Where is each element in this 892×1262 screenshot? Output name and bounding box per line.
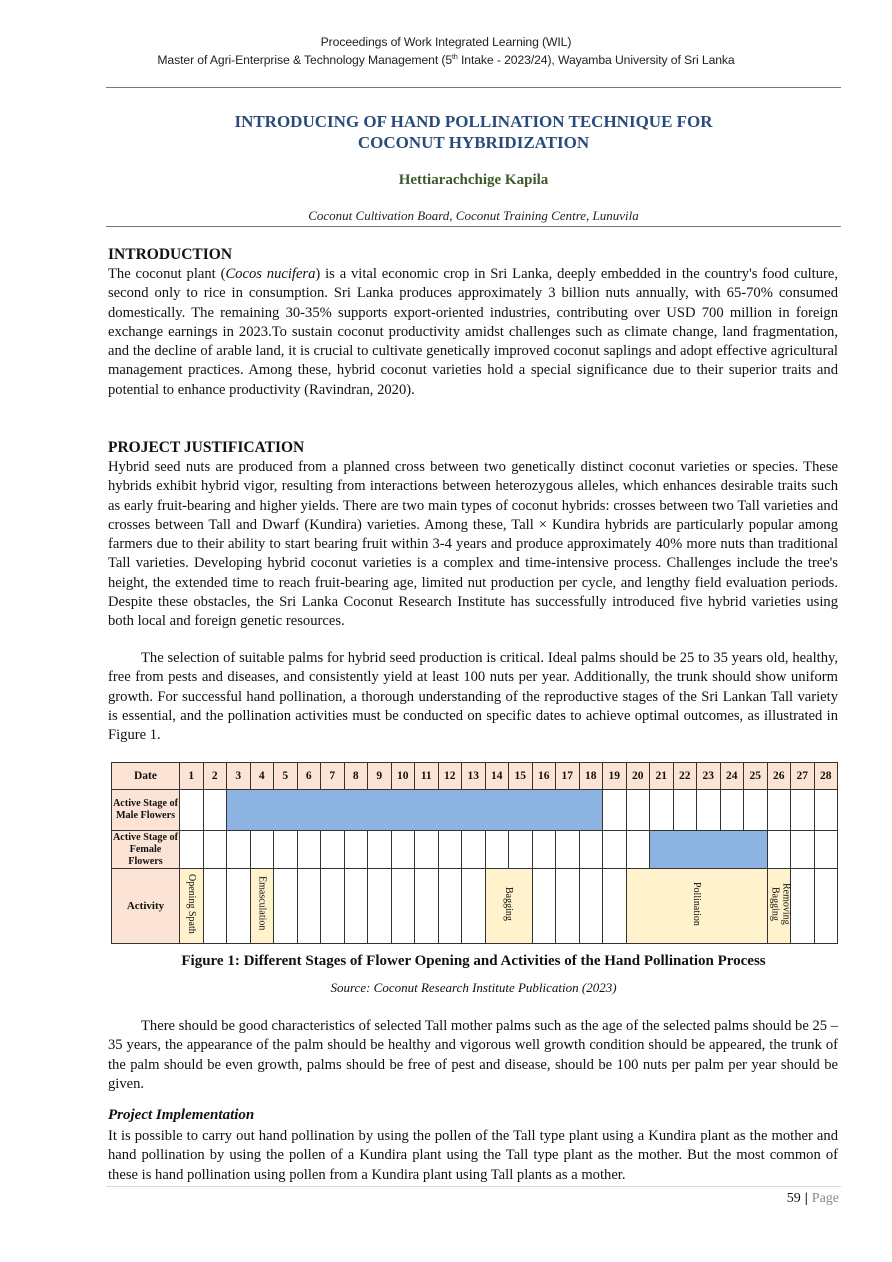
activity-label: Bagging [503,886,514,921]
empty-cell [767,790,791,831]
header-line2-suffix: Intake - 2023/24), Wayamba University of Sri Lanka [457,53,735,67]
intro-species-name: Cocos nucifera [225,266,316,282]
day-cell: 22 [673,763,697,790]
day-cell: 8 [344,763,368,790]
running-header-line2 [0,53,892,67]
day-cell: 18 [579,763,603,790]
introduction-heading: INTRODUCTION [108,246,233,263]
female-active-span [650,831,768,869]
empty-cell [438,831,462,869]
empty-cell [673,790,697,831]
empty-cell [603,831,627,869]
empty-cell [509,831,533,869]
empty-cell [368,869,392,944]
day-cell: 16 [532,763,556,790]
empty-cell [227,869,251,944]
date-header-label: Date [112,763,180,790]
empty-cell [180,831,204,869]
introduction-paragraph [108,265,838,400]
empty-cell [814,790,838,831]
activity-pollination [626,869,767,944]
empty-cell [791,790,815,831]
empty-cell [321,831,345,869]
day-cell: 24 [720,763,744,790]
empty-cell [274,869,298,944]
empty-cell [462,831,486,869]
header-line2-sup: th [452,53,458,61]
figure-source: Source: Coconut Research Institute Publication (2023) [330,980,617,995]
empty-cell [344,869,368,944]
empty-cell [250,831,274,869]
empty-cell [297,869,321,944]
empty-cell [532,869,556,944]
empty-cell [626,790,650,831]
empty-cell [767,831,791,869]
day-cell: 21 [650,763,674,790]
empty-cell [485,831,509,869]
intro-text-b: ) is a vital economic crop in Sri Lanka, deeply embedded in the country's food culture, second only to rice in consumption. Sri Lanka produces approximately 3 billion nuts annually, with 65-70% consumed domestically. The remaining 30-35% supports export-oriented industries, contributing over USD 700 million in foreign exchange earnings in 2023.To sustain coconut productivity amidst challenges such as climate change, land fragmentation, and the decline of arable land, it is crucial to cultivate genetically improved coconut saplings and adopt effective agricultural management practices. Among these, hybrid coconut varieties hold a special significance due to their superior traits and potential to enhance productivity (Ravindran, 2020). [108,266,839,398]
date-header-row [112,763,838,790]
day-cell: 26 [767,763,791,790]
title-line1: INTRODUCING OF HAND POLLINATION TECHNIQUE FOR [234,112,713,131]
empty-cell [697,790,721,831]
justification-heading: PROJECT JUSTIFICATION [108,439,305,456]
empty-cell [438,869,462,944]
day-cell: 2 [203,763,227,790]
empty-cell [344,831,368,869]
empty-cell [203,790,227,831]
day-cell: 25 [744,763,768,790]
header-line2-prefix: Master of Agri-Enterprise & Technology Management (5 [157,53,453,67]
empty-cell [791,831,815,869]
running-header-line1: Proceedings of Work Integrated Learning (WIL) [320,35,572,49]
page-separator: | [804,1191,808,1206]
empty-cell [603,869,627,944]
page-number-value: 59 [786,1191,801,1206]
implementation-heading: Project Implementation [108,1107,255,1123]
empty-cell [579,869,603,944]
day-cell: 5 [274,763,298,790]
empty-cell [180,790,204,831]
implementation-paragraph: It is possible to carry out hand pollination by using the pollen of the Tall type plant using a Kundira plant as the mother and hand pollination by using the pollen of a Kundira plant using the Tall type plant as the mother. But the most common of these is hand pollination using pollen from a Kundira plant using Tall plants as a mother. [108,1128,838,1183]
empty-cell [391,831,415,869]
page-number [787,1191,839,1207]
empty-cell [650,790,674,831]
day-cell: 14 [485,763,509,790]
day-cell: 20 [626,763,650,790]
author-affiliation: Coconut Cultivation Board, Coconut Training Centre, Lunuvila [308,208,639,223]
page-label: Page [811,1191,839,1206]
empty-cell [556,869,580,944]
day-cell: 15 [509,763,533,790]
paper-title [106,111,841,153]
day-cell: 13 [462,763,486,790]
activity-label: Removing Bagging [769,882,792,925]
author-name: Hettiarachchige Kapila [398,172,549,188]
day-cell: 11 [415,763,439,790]
male-row-label: Active Stage of Male Flowers [112,790,180,831]
day-cell: 28 [814,763,838,790]
empty-cell [556,831,580,869]
female-flower-row [112,831,838,869]
activity-emasculation [250,869,274,944]
empty-cell [203,869,227,944]
empty-cell [814,869,838,944]
empty-cell [203,831,227,869]
justification-paragraph-2: The selection of suitable palms for hybrid seed production is critical. Ideal palms should be 25 to 35 years old, healthy, free from pests and diseases, and consistently yield at least 100 nuts per year. Additionally, the trunk should show uniform growth. For successful hand pollination, a thorough understanding of the reproductive stages of the Sri Lankan Tall variety is essential, and the pollination activities must be conducted on specific dates to achieve optimal outcomes, as illustrated in Figure 1. [108,650,838,744]
justification-paragraph-1: Hybrid seed nuts are produced from a planned cross between two genetically distinct coconut varieties or species. These hybrids exhibit hybrid vigor, resulting from interactions between heterozygous alleles, which enhances desirable traits such as early fruit-bearing and higher yields. There are two main types of coconut hybrids: crosses between two Tall varieties and crosses between Tall and Dwarf (Kundira) varieties. Among these, Tall × Kundira hybrids are particularly popular among farmers due to their ability to start bearing fruit within 3-4 years and produce approximately 40% more nuts than traditional Tall varieties. Developing hybrid coconut varieties is a complex and time-intensive process. Challenges include the tree's height, the extended time to reach fruit-bearing age, limited nut production per cycle, and lengthy field evaluation periods. Despite these obstacles, the Sri Lanka Coconut Research Institute has successfully introduced five hybrid varieties using both local and foreign genetic resources. [108,459,838,630]
day-cell: 4 [250,763,274,790]
empty-cell [274,831,298,869]
female-row-label: Active Stage of Female Flowers [112,831,179,867]
male-flower-row [112,790,838,831]
day-cell: 1 [180,763,204,790]
empty-cell [720,790,744,831]
day-cell: 9 [368,763,392,790]
activity-bagging [485,869,532,944]
activity-row [112,869,838,944]
day-cell: 19 [603,763,627,790]
empty-cell [415,869,439,944]
activity-label: Pollination [691,881,702,926]
day-cell: 3 [227,763,251,790]
empty-cell [532,831,556,869]
figure-caption: Figure 1: Different Stages of Flower Opening and Activities of the Hand Pollination Process [181,953,766,969]
activity-label: Emasculation [256,876,268,931]
empty-cell [626,831,650,869]
title-line2: COCONUT HYBRIDIZATION [357,133,590,152]
activity-label: Opening Spath [185,873,197,934]
footer-rule [106,1186,841,1187]
activity-opening-spath [180,869,204,944]
intro-text-a: The coconut plant ( [108,266,226,282]
empty-cell [321,869,345,944]
activity-row-label: Activity [112,869,180,944]
empty-cell [791,869,815,944]
empty-cell [462,869,486,944]
empty-cell [368,831,392,869]
empty-cell [227,831,251,869]
empty-cell [579,831,603,869]
male-active-span [227,790,603,831]
empty-cell [744,790,768,831]
day-cell: 23 [697,763,721,790]
affiliation-rule [106,226,841,227]
day-cell: 17 [556,763,580,790]
day-cell: 10 [391,763,415,790]
day-cell: 7 [321,763,345,790]
empty-cell [391,869,415,944]
empty-cell [603,790,627,831]
empty-cell [297,831,321,869]
pollination-schedule-table [111,762,838,944]
day-cell: 12 [438,763,462,790]
empty-cell [415,831,439,869]
day-cell: 6 [297,763,321,790]
day-cell: 27 [791,763,815,790]
selection-paragraph: There should be good characteristics of selected Tall mother palms such as the age of the selected palms should be 25 – 35 years, the appearance of the palm should be healthy and vigorous well growth condition should be appeared, the trunk of the palm should be even growth, palms should be free of pest and disease, should be 100 nuts per palm per year should be given. [108,1018,838,1092]
activity-removing-bagging [767,869,791,944]
empty-cell [814,831,838,869]
header-rule [106,87,841,88]
